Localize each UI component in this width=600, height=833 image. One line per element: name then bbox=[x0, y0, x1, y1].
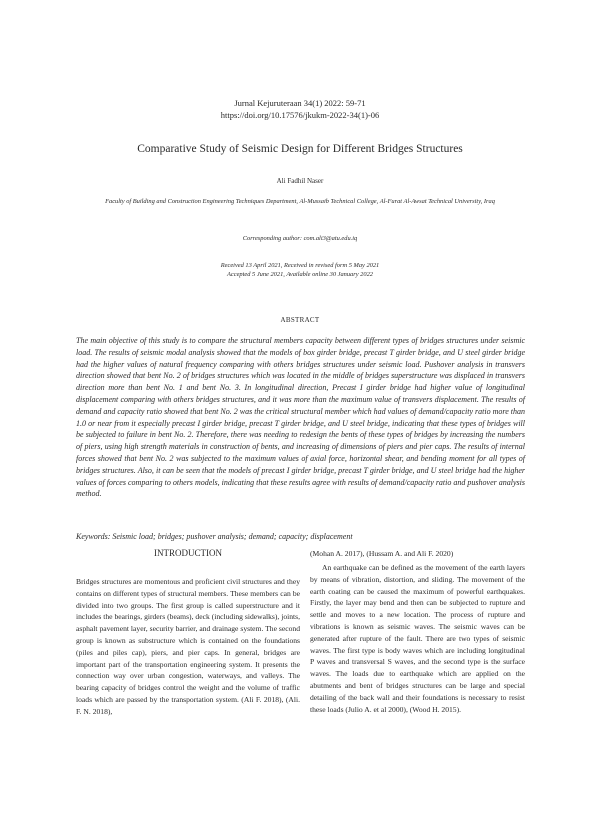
intro-paragraph-left: Bridges structures are momentous and proficient civil structures and they contains on different types of structural members. These members can be divided into two groups. The first group is called superstructure and it includes the bearings, girders (beams), deck (including sidewalks), joints, asphalt pavement layer, security barrier, and drainage system. The second group is known as substructure which is contained on the foundations (piles and piles cap), piers, and pier caps. In general, bridges are important part of the transportation engineering system. It presents the connection way over urban congestion, waterways, and valleys. The bearing capacity of bridges control the weight and the volume of traffic loads which are passed by the transportation system. (Ali F. 2018), (Ali. F. N. 2018), bbox=[76, 577, 300, 716]
author-affiliation: Faculty of Building and Construction Engineering Techniques Department, Al-Mussaib Technical College, Al-Furat Al-Awsat Technical University, Iraq bbox=[105, 198, 495, 205]
intro-paragraph-right: An earthquake can be defined as the movement of the earth layers by means of vibration, distortion, and sliding. The movement of the earth coating can be caused the maximum of powerful earthquakes. Firstly, the layer may bend and then can be subjected to rupture and settle and moves to a new location. The process of rupture and vibrations is known as seismic waves. The seismic waves can be generated after rupture of the fault. There are two types of seismic waves. The first type is body waves which are including longitudinal P waves and transversal S waves, and the second type is the surface waves. The loads due to earthquake which are applied on the abutments and bent of bridges structures can be large and special detailing of the back wall and their foundations is necessary to resist these loads (Julio A. et al 2000), (Wood H. 2015). bbox=[310, 563, 525, 714]
introduction-heading: INTRODUCTION bbox=[154, 548, 222, 558]
journal-header bbox=[0, 97, 600, 121]
received-dates: Received 13 April 2021, Received in revised form 5 May 2021 bbox=[220, 262, 380, 269]
abstract-heading: ABSTRACT bbox=[280, 316, 320, 324]
paper-title: Comparative Study of Seismic Design for Different Bridges Structures bbox=[137, 143, 463, 155]
publication-dates bbox=[0, 261, 600, 279]
right-column bbox=[310, 548, 525, 715]
author-name: Ali Fadhil Naser bbox=[276, 177, 324, 185]
abstract-text: The main objective of this study is to compare the structural members capacity between different types of bridges structures under seismic load. The results of seismic modal analysis showed that the models of box girder bridge, precast T girder bridge, and U steel girder bridge had the higher values of natural frequency comparing with others bridges structures under seismic load. Pushover analysis in transvers direction showed that bent No. 2 of bridges structures which was located in the middle of bridges superstructure was displaced in transvers direction more than bent No. 1 and bent No. 3. In longitudinal direction, Precast I girder bridge had higher value of longitudinal displacement comparing with others bridges structures, and it was more than the maximum value of transvers displacement. The results of demand and capacity ratio showed that bent No. 2 was the critical structural member which had values of demand/capacity ratio more than 1.0 or near from it especially precast I girder bridge, precast T girder bridge, and U steel bridge, indicating that these types of bridges will be subjected to failure in bent No. 2. Therefore, there was needing to redesign the bents of these types of bridges by increasing the numbers of piers, using high strength materials in construction of bents, and increasing of dimensions of piers and pier caps. The results of internal forces showed that bent No. 2 was subjected to the maximum values of axial force, horizontal shear, and bending moment for all types of bridges structures. Also, it can be seen that the models of precast I girder bridge, precast T girder bridge, and U steel bridge had the higher values of forces comparing to others models, indicating that these results agree with results of demand/capacity ratio and pushover analysis method. bbox=[76, 336, 525, 499]
accepted-dates: Accepted 5 June 2021, Available online 30 January 2022 bbox=[227, 271, 373, 278]
intro-citations-continued: (Mohan A. 2017), (Hussam A. and Ali F. 2020) bbox=[310, 549, 454, 558]
corresponding-author: Corresponding author: com.ali3@atu.edu.iq bbox=[242, 235, 358, 242]
journal-citation: Jurnal Kejuruteraan 34(1) 2022: 59-71 bbox=[234, 98, 366, 108]
doi-link[interactable]: https://doi.org/10.17576/jkukm-2022-34(1)-06 bbox=[220, 110, 380, 120]
left-column bbox=[76, 548, 300, 718]
keywords: Keywords: Seismic load; bridges; pushover analysis; demand; capacity; displacement bbox=[76, 532, 353, 541]
